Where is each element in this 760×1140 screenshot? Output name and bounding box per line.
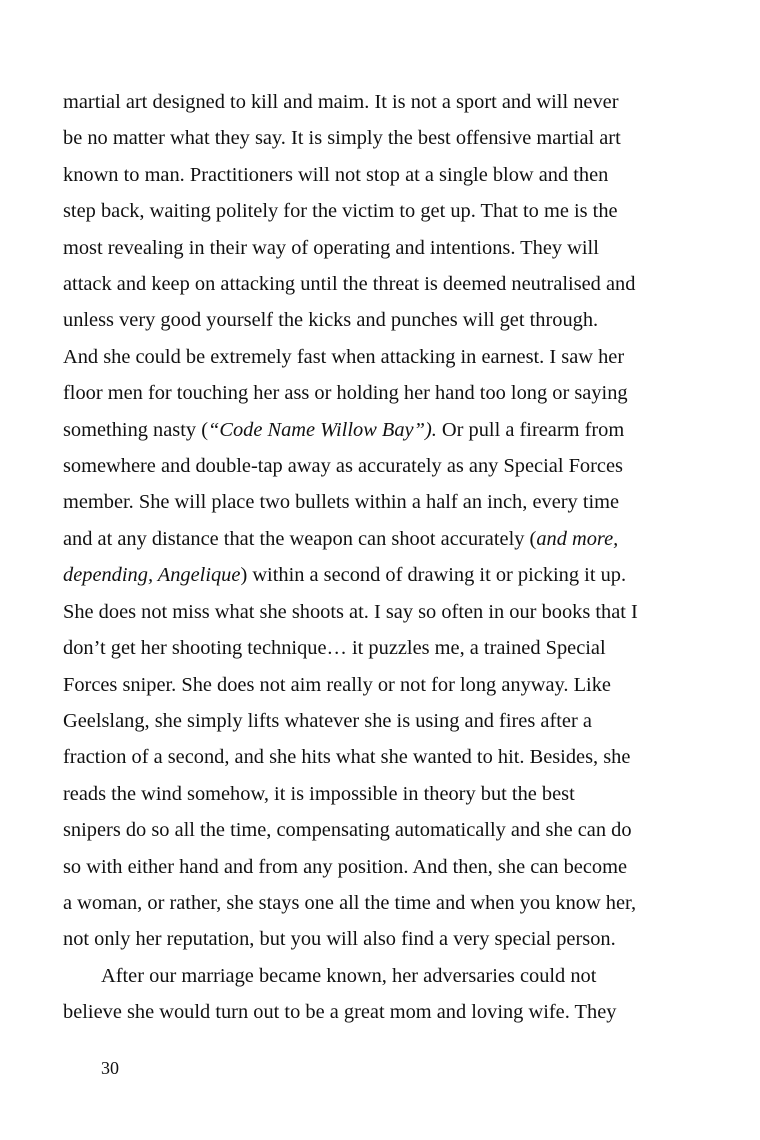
text-line <box>63 120 703 156</box>
text-segment: ) within a second of drawing it or picking it up. <box>240 564 627 587</box>
text-line <box>63 776 703 812</box>
text-segment: and at any distance that the weapon can shoot accurately ( <box>63 527 537 550</box>
italic-text-segment: depending, Angelique <box>63 564 241 587</box>
text-line <box>63 521 703 557</box>
text-line <box>63 84 703 120</box>
text-line <box>63 157 703 193</box>
text-segment: something nasty ( <box>63 418 208 441</box>
text-line <box>63 667 703 703</box>
body-text <box>63 84 703 1031</box>
text-line <box>63 739 703 775</box>
text-line <box>63 958 703 994</box>
text-segment: known to man. Practitioners will not stop at a single blow and then <box>63 163 609 186</box>
text-line <box>63 302 703 338</box>
text-segment: a woman, or rather, she stays one all the time and when you know her, <box>63 891 637 914</box>
text-line <box>63 594 703 630</box>
text-segment: don’t get her shooting technique… it puzzles me, a trained Special <box>63 637 606 660</box>
text-segment: reads the wind somehow, it is impossible in theory but the best <box>63 782 575 805</box>
text-segment: snipers do so all the time, compensating automatically and she can do <box>63 819 632 842</box>
text-segment: Forces sniper. She does not aim really or not for long anyway. Like <box>63 673 611 696</box>
text-segment: She does not miss what she shoots at. I say so often in our books that I <box>63 600 638 623</box>
text-segment: martial art designed to kill and maim. It is not a sport and will never <box>63 91 619 113</box>
italic-text-segment: “Code Name Willow Bay”). <box>208 418 437 441</box>
text-line <box>63 193 703 229</box>
text-segment: somewhere and double-tap away as accurately as any Special Forces <box>63 455 623 478</box>
text-segment: member. She will place two bullets within a half an inch, every time <box>63 491 620 514</box>
text-line <box>63 994 703 1030</box>
text-segment: unless very good yourself the kicks and punches will get through. <box>63 309 599 332</box>
text-segment: not only her reputation, but you will also find a very special person. <box>63 928 616 951</box>
text-segment: be no matter what they say. It is simply the best offensive martial art <box>63 127 621 150</box>
text-line <box>63 375 703 411</box>
italic-text-segment: and more, <box>536 527 619 550</box>
page-number: 30 <box>101 1058 119 1078</box>
text-segment: Geelslang, she simply lifts whatever she is using and fires after a <box>63 709 592 732</box>
text-line <box>63 448 703 484</box>
text-line <box>63 412 703 448</box>
text-line <box>63 630 703 666</box>
text-line <box>63 812 703 848</box>
text-segment: step back, waiting politely for the victim to get up. That to me is the <box>63 200 618 223</box>
text-segment: After our marriage became known, her adversaries could not <box>101 964 597 987</box>
text-segment: attack and keep on attacking until the threat is deemed neutralised and <box>63 273 636 296</box>
text-segment: And she could be extremely fast when attacking in earnest. I saw her <box>63 345 625 368</box>
text-line <box>63 266 703 302</box>
text-line <box>63 484 703 520</box>
text-line <box>63 230 703 266</box>
text-line <box>63 885 703 921</box>
text-line <box>63 703 703 739</box>
text-segment: fraction of a second, and she hits what she wanted to hit. Besides, she <box>63 746 631 769</box>
text-segment: Or pull a firearm from <box>436 418 625 441</box>
text-segment: so with either hand and from any position. And then, she can become <box>63 855 628 878</box>
text-segment: floor men for touching her ass or holding her hand too long or saying <box>63 382 628 405</box>
text-segment: believe she would turn out to be a great mom and loving wife. They <box>63 1001 617 1024</box>
text-line <box>63 339 703 375</box>
text-line <box>63 849 703 885</box>
text-line <box>63 921 703 957</box>
text-segment: most revealing in their way of operating and intentions. They will <box>63 236 599 259</box>
text-line <box>63 557 703 593</box>
